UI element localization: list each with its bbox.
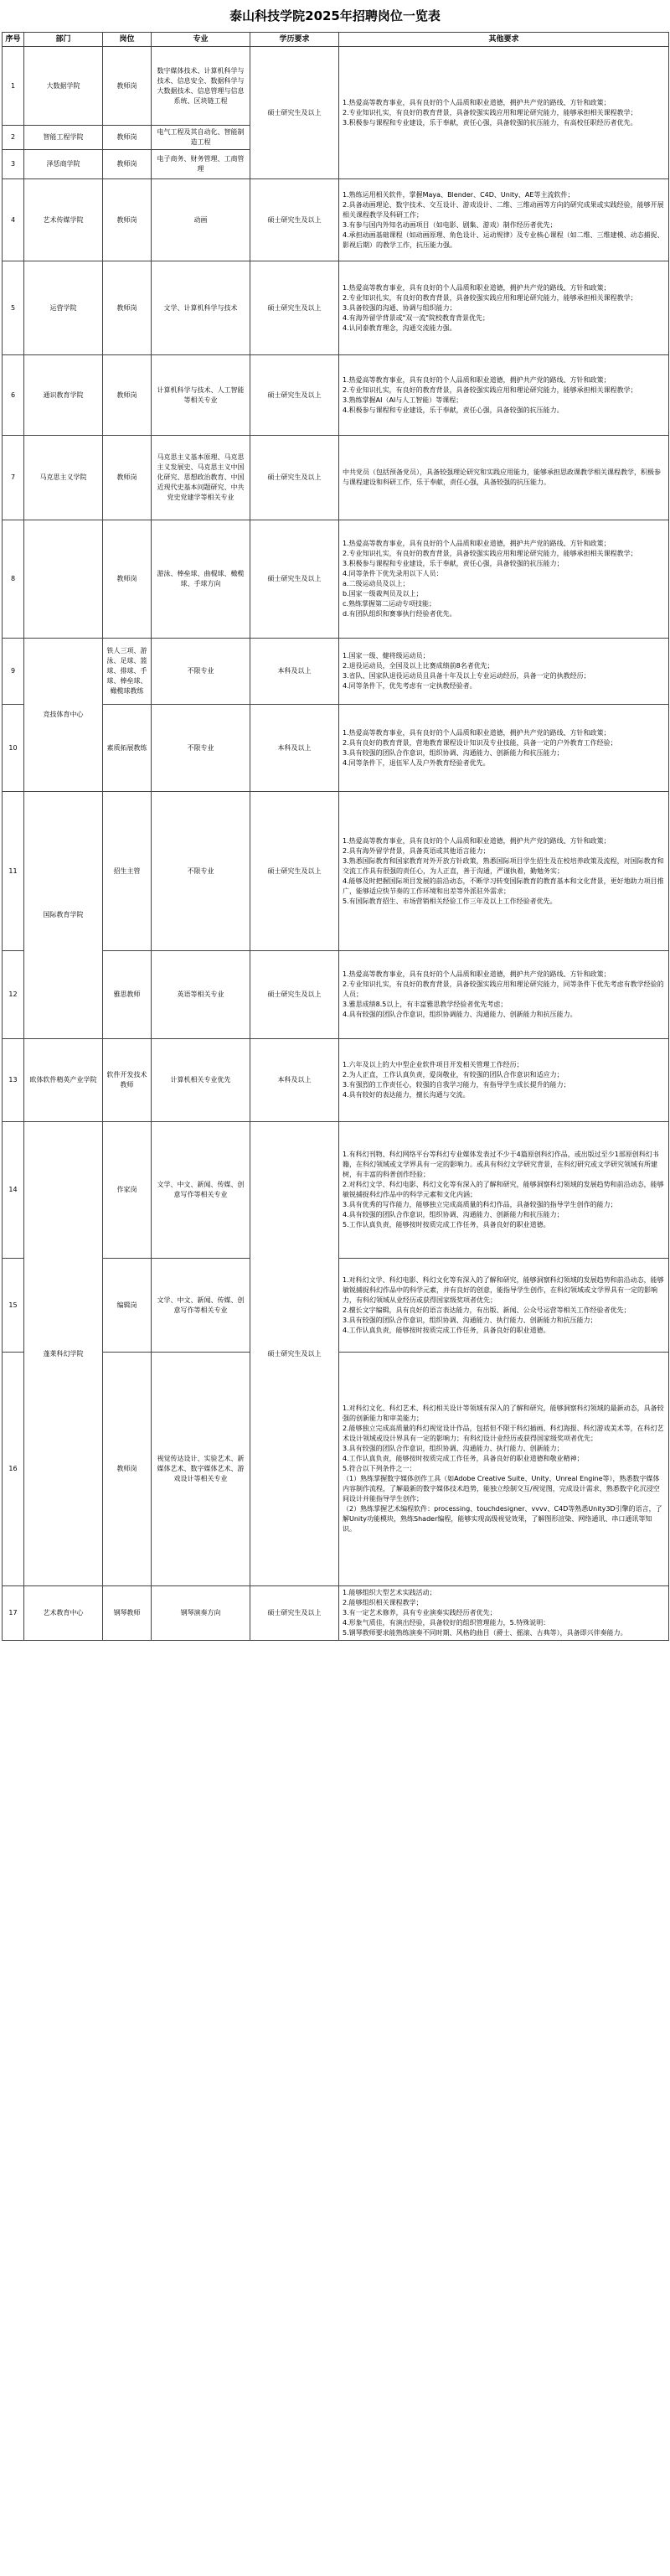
department-cell: 马克思主义学院 (24, 436, 103, 520)
requirement-line: 1.热爱高等教育事业，具有良好的个人品质和职业道德，拥护共产党的路线、方针和政策； (343, 283, 611, 292)
requirement-line: 4.认同泰教育理念，沟通交流能力强。 (343, 323, 456, 332)
requirement-line: 3.具有优秀的写作能力，能够独立完成高质量的科幻作品，具备较强的指导学生创作的能力； (343, 1201, 617, 1208)
post-cell: 教师岗 (103, 150, 152, 179)
requirement-line: 1.热爱高等教育事业，具有良好的个人品质和职业道德，拥护共产党的路线、方针和政策； (343, 98, 611, 106)
post-cell: 教师岗 (103, 179, 152, 261)
table-header-row (3, 33, 669, 47)
education-cell: 硕士研究生及以上 (250, 1122, 339, 1586)
table-row (3, 355, 669, 436)
post-cell: 雅思教师 (103, 951, 152, 1039)
requirement-line: 3.有强烈的工作责任心，较强的自我学习能力，有指导学生成长提升的能力； (343, 1081, 570, 1089)
row-number: 16 (3, 1353, 24, 1586)
education-cell: 本科及以上 (250, 1039, 339, 1122)
requirement-line: （2）熟练掌握艺术编程软件：processing、touchdesigner、vvvv、C4D等熟悉Unity3D引擎的语言，了解Unity功能模块，熟练Shader编程，能够实现高级视觉效果，了解图形渲染、网络通讯、串口通讯等知识。 (343, 1505, 662, 1533)
requirement-line: 3.具有较强的团队合作意识，组织协调、沟通能力、执行能力、创新能力和抗压能力； (343, 1316, 597, 1324)
requirement-line: 2.能够组织相关课程教学； (343, 1599, 423, 1606)
row-number: 6 (3, 355, 24, 436)
requirement-line: 2.具有良好的教育背景，营地教育课程设计知识及专业技能，具备一定的户外教育工作经验； (343, 738, 617, 747)
requirement-line: 2.能够独立完成高质量的科幻视觉设计作品，包括但不限于科幻插画、科幻海报、科幻游戏美术等，在科幻艺术设计领域或设计界具有一定的影响力；有科幻设计业经历或获得国家级奖项者优先； (343, 1425, 664, 1442)
education-cell: 硕士研究生及以上 (250, 179, 339, 261)
table-row (3, 951, 669, 1039)
major-cell: 文学、中文、新闻、传媒、创意写作等相关专业 (152, 1259, 250, 1353)
row-number: 10 (3, 705, 24, 792)
major-cell: 文学、计算机科学与技术 (152, 261, 250, 355)
row-number: 3 (3, 150, 24, 179)
requirement-line: 4.同等条件下优先录用以下人员： (343, 570, 443, 577)
education-cell: 硕士研究生及以上 (250, 47, 339, 179)
requirements-cell (339, 179, 669, 261)
header-no: 序号 (3, 33, 24, 47)
department-cell: 欧体软件精英产业学院 (24, 1039, 103, 1122)
requirement-line: 2.专业知识扎实，有良好的教育背景，具备较强实践应用和理论研究能力，能够承担相关课程教学； (343, 550, 637, 557)
row-number: 5 (3, 261, 24, 355)
post-cell: 素质拓展教练 (103, 705, 152, 792)
row-number: 2 (3, 126, 24, 150)
post-cell: 教师岗 (103, 261, 152, 355)
requirement-line: 4.具有较强的团队合作意识，组织协调能力、沟通能力、创新能力和抗压能力。 (343, 1011, 577, 1018)
department-cell: 通识教育学院 (24, 355, 103, 436)
requirement-line: 2.为人正直，工作认真负责，爱岗敬业，有较强的团队合作意识和适应力； (343, 1071, 564, 1079)
department-cell: 艺术教育中心 (24, 1586, 103, 1641)
header-req: 其他要求 (339, 33, 669, 47)
requirement-line: 1.熟练运用相关软件，掌握Maya、Blender、C4D、Unity、AE等主流软件； (343, 190, 575, 199)
requirement-line: 4.承担动画基础课程（如动画原理、角色设计、运动规律）及专业核心课程（如二维、三维建模、动态捕捉、影视后期）的教学工作，抗压能力强。 (343, 230, 664, 249)
row-number: 4 (3, 179, 24, 261)
table-row (3, 1586, 669, 1641)
requirement-line: 1.热爱高等教育事业，具有良好的个人品质和职业道德，拥护共产党的路线、方针和政策； (343, 540, 611, 547)
post-cell: 钢琴教师 (103, 1586, 152, 1641)
requirement-line: 4.具有较强的团队合作意识，组织协调、沟通能力、创新能力和抗压能力； (343, 1211, 564, 1218)
education-cell: 硕士研究生及以上 (250, 1586, 339, 1641)
recruitment-table (2, 32, 669, 1641)
requirement-line: 2.专业知识扎实，有良好的教育背景，具备较强实践应用和理论研究能力，能够承担相关课程教学； (343, 385, 637, 394)
education-cell: 硕士研究生及以上 (250, 436, 339, 520)
post-cell: 教师岗 (103, 47, 152, 126)
requirement-line: 3.具有较强的团队合作意识，组织协调、沟通能力、执行能力、创新能力； (343, 1445, 564, 1452)
major-cell: 计算机相关专业优先 (152, 1039, 250, 1122)
department-cell: 大数据学院 (24, 47, 103, 126)
major-cell: 视觉传达设计、实验艺术、新媒体艺术、数字媒体艺术、游戏设计等相关专业 (152, 1353, 250, 1586)
requirement-line: 5.有国际教育招生、市场营销相关经验工作三年及以上工作经验者优先。 (343, 897, 557, 905)
department-cell: 竞技体育中心 (24, 639, 103, 792)
requirement-line: 1.热爱高等教育事业，具有良好的个人品质和职业道德，拥护共产党的路线、方针和政策； (343, 375, 611, 384)
major-cell: 英语等相关专业 (152, 951, 250, 1039)
requirement-line: 3.熟练掌握AI（AI与人工智能）等课程； (343, 396, 463, 404)
requirement-line: a.二级运动员及以上； (343, 580, 410, 587)
education-cell: 硕士研究生及以上 (250, 792, 339, 951)
requirement-line: 4.同等条件下，退伍军人及户外教育经验者优先。 (343, 758, 490, 767)
education-cell: 硕士研究生及以上 (250, 520, 339, 639)
major-cell: 电子商务、财务管理、工商管理 (152, 150, 250, 179)
row-number: 8 (3, 520, 24, 639)
requirement-line: 2.退役运动员，全国及以上比赛成绩前8名者优先； (343, 662, 494, 670)
requirement-line: 3.积极参与课程和专业建设，乐于奉献，责任心强，具备较强的抗压能力，有高校任职经历者优先。 (343, 118, 637, 127)
requirements-cell (339, 1586, 669, 1641)
requirement-line: 1.国家一级、健将级运动员； (343, 652, 430, 660)
requirement-line: d.有团队组织和赛事执行经验者优先。 (343, 610, 456, 618)
major-cell: 马克思主义基本原理、马克思主义发展史、马克思主义中国化研究、思想政治教育、中国近现代史基本问题研究、中共党史党建学等相关专业 (152, 436, 250, 520)
education-cell: 硕士研究生及以上 (250, 951, 339, 1039)
post-cell: 编辑岗 (103, 1259, 152, 1353)
requirement-line: 1.热爱高等教育事业，具有良好的个人品质和职业道德，拥护共产党的路线、方针和政策； (343, 728, 611, 737)
post-cell: 招生主管 (103, 792, 152, 951)
post-cell: 教师岗 (103, 1353, 152, 1586)
post-cell: 铁人三项、游泳、足球、篮球、排球、手球、棒垒球、橄榄球教练 (103, 639, 152, 705)
row-number: 7 (3, 436, 24, 520)
department-cell: 国际教育学院 (24, 792, 103, 1039)
requirement-line: 3.雅思成绩8.5以上，有丰富雅思教学经验者优先考虑； (343, 1001, 508, 1008)
requirements-cell (339, 436, 669, 520)
requirement-line: 3.省队、国家队退役运动员且具备十年及以上专业运动经历，具备一定的执教经历； (343, 672, 590, 680)
requirement-line: 1.能够组织大型艺术实践活动； (343, 1589, 436, 1596)
table-row (3, 47, 669, 126)
requirement-line: 4.工作认真负责，能够按时按质完成工作任务，具备良好的职业道德。 (343, 1326, 550, 1334)
requirement-line: 4.形象气质佳，有演出经验，具备较好的组织管理能力，5.特殊说明： (343, 1619, 550, 1627)
table-row (3, 792, 669, 951)
requirement-line: 2.专业知识扎实，有良好的教育背景，具备较强实践应用和理论研究能力，同等条件下优先考虑有教学经验的人员； (343, 980, 664, 998)
post-cell: 教师岗 (103, 520, 152, 639)
requirement-line: 4.积极参与课程和专业建设，乐于奉献，责任心强，具备较强的抗压能力。 (343, 406, 564, 414)
requirements-cell (339, 1353, 669, 1586)
requirement-line: 4.能够及时把握国际项目发展的前沿动态，不断学习转变国际教育的教育基本和文化背景，更好地助力项目推广，能够适应快节奏的工作环境和出差等外派驻外需求； (343, 877, 664, 895)
requirement-line: 3.有一定艺术修养，具有专业演奏实践经历者优先； (343, 1609, 497, 1616)
post-cell: 教师岗 (103, 436, 152, 520)
requirements-cell (339, 639, 669, 705)
major-cell: 数字媒体技术、计算机科学与技术、信息安全、数据科学与大数据技术、信息管理与信息系统、区块链工程 (152, 47, 250, 126)
requirement-line: 3.积极参与课程和专业建设，乐于奉献，责任心强，具备较强的抗压能力； (343, 560, 564, 567)
department-cell: 智能工程学院 (24, 126, 103, 150)
requirement-line: 1.热爱高等教育事业，具有良好的个人品质和职业道德，拥护共产党的路线、方针和政策； (343, 970, 611, 978)
row-number: 9 (3, 639, 24, 705)
post-cell: 教师岗 (103, 126, 152, 150)
requirement-line: 2.擅长文字编辑，具有良好的语言表达能力，有出版、新闻、公众号运营等相关工作经验者优先； (343, 1306, 631, 1314)
department-cell: 蓬莱科幻学院 (24, 1122, 103, 1586)
header-dept: 部门 (24, 33, 103, 47)
major-cell: 计算机科学与技术、人工智能等相关专业 (152, 355, 250, 436)
requirement-line: 1.有科幻刊物、科幻网络平台等科幻专业媒体发表过不少于4篇原创科幻作品，或出版过至少1部原创科幻书籍，在科幻领域或文学界具有一定的影响力。或具有科幻文学研究背景，在科幻研究或文学研究领域有所建树，有丰富的科普创作经验； (343, 1151, 659, 1178)
requirement-line: 4.工作认真负责，能够按时按质完成工作任务，具备良好的职业道德和敬业精神； (343, 1455, 584, 1462)
requirement-line: 1.热爱高等教育事业，具有良好的个人品质和职业道德，拥护共产党的路线、方针和政策； (343, 836, 611, 845)
education-cell: 本科及以上 (250, 705, 339, 792)
department-cell (24, 520, 103, 639)
requirements-cell (339, 47, 669, 179)
requirement-line: 4.有海外留学背景或"双一流"院校教育背景优先； (343, 313, 489, 322)
education-cell: 硕士研究生及以上 (250, 355, 339, 436)
department-cell: 泽恁商学院 (24, 150, 103, 179)
requirements-cell (339, 705, 669, 792)
department-cell: 艺术传媒学院 (24, 179, 103, 261)
table-row (3, 436, 669, 520)
row-number: 1 (3, 47, 24, 126)
requirements-cell (339, 1039, 669, 1122)
page-title: 泰山科技学院2025年招聘岗位一览表 (229, 8, 441, 23)
major-cell: 游泳、棒垒球、曲棍球、橄榄球、手球方向 (152, 520, 250, 639)
table-row (3, 1039, 669, 1122)
post-cell: 作家岗 (103, 1122, 152, 1259)
header-major: 专业 (152, 33, 250, 47)
requirement-line: 2.具有海外留学背景，具备英语或其他语言能力； (343, 846, 490, 855)
requirements-cell (339, 520, 669, 639)
row-number: 13 (3, 1039, 24, 1122)
major-cell: 电气工程及其自动化、智能制造工程 (152, 126, 250, 150)
post-cell: 软件开发技术教师 (103, 1039, 152, 1122)
department-cell: 运营学院 (24, 261, 103, 355)
table-row (3, 705, 669, 792)
requirement-line: 4.具有较好的表达能力，擅长沟通与交流。 (343, 1091, 470, 1099)
requirement-line: b.国家一级裁判员及以上； (343, 590, 423, 597)
requirements-cell (339, 1259, 669, 1353)
requirement-line: 中共党员（包括预备党员），具备较强理论研究和实践应用能力，能够承担思政课教学相关课程教学，积极参与课程建设和科研工作，乐于奉献，责任心强，具备较强的抗压能力。 (343, 468, 661, 486)
table-row (3, 179, 669, 261)
row-number: 14 (3, 1122, 24, 1259)
requirements-cell (339, 355, 669, 436)
requirement-line: 2.对科幻文学、科幻电影、科幻文化等有深入的了解和研究，能够洞察科幻领域的发展趋势和前沿动态，能够敏锐捕捉科幻作品中的科学元素和文化内涵； (343, 1181, 664, 1198)
education-cell: 本科及以上 (250, 639, 339, 705)
major-cell: 不限专业 (152, 705, 250, 792)
major-cell: 动画 (152, 179, 250, 261)
header-post: 岗位 (103, 33, 152, 47)
table-row (3, 261, 669, 355)
major-cell: 钢琴演奏方向 (152, 1586, 250, 1641)
requirements-cell (339, 261, 669, 355)
requirement-line: 1.对科幻文学、科幻电影、科幻文化等有深入的了解和研究，能够洞察科幻领域的发展趋势和前沿动态，能够敏锐捕捉科幻作品中的科学元素，并有良好的创意，能指导学生创作，在科幻领域或文学界具有一定的影响力，有科幻领域从业经历或获得国家级奖项者优先； (343, 1275, 664, 1304)
requirement-line: 2.专业知识扎实，有良好的教育背景，具备较强实践应用和理论研究能力，能够承担相关课程教学； (343, 293, 637, 302)
requirement-line: 5.钢琴教师要求能熟练演奏不同时期、风格的曲目（爵士、摇滚、古典等），具备即兴伴奏能力。 (343, 1629, 627, 1637)
table-row (3, 639, 669, 705)
row-number: 15 (3, 1259, 24, 1353)
requirements-cell (339, 1122, 669, 1259)
post-cell: 教师岗 (103, 355, 152, 436)
requirement-line: 3.熟悉国际教育和国家教育对外开放方针政策，熟悉国际项目学生招生及在校培养政策及流程，对国际教育和交流工作具有很强的责任心，为人正直，善于沟通，严谨执着，勤勉务实； (343, 856, 664, 875)
row-number: 17 (3, 1586, 24, 1641)
requirement-line: 3.具备较强的沟通、协调与组织能力； (343, 303, 456, 312)
requirement-line: 5.符合以下列条件之一： (343, 1465, 416, 1472)
major-cell: 不限专业 (152, 639, 250, 705)
row-number: 12 (3, 951, 24, 1039)
requirement-line: 2.专业知识扎实，有良好的教育背景，具备较强实践应用和理论研究能力，能够承担相关课程教学； (343, 108, 637, 116)
requirement-line: 5.工作认真负责，能够按时按质完成工作任务，具备良好的职业道德。 (343, 1221, 550, 1229)
requirements-cell (339, 951, 669, 1039)
requirement-line: 3.具有较强的团队合作意识，组织协调、沟通能力、创新能力和抗压能力； (343, 748, 564, 757)
table-row (3, 1122, 669, 1259)
requirement-line: c.熟练掌握第二运动专项技能； (343, 600, 436, 608)
major-cell: 不限专业 (152, 792, 250, 951)
major-cell: 文学、中文、新闻、传媒、创意写作等相关专业 (152, 1122, 250, 1259)
requirement-line: 1.对科幻文化、科幻艺术、科幻相关设计等领域有深入的了解和研究，能够洞察科幻领域的最新动态，具备较强的创新能力和审美能力； (343, 1404, 664, 1422)
requirement-line: 4.同等条件下，优先考虑有一定执教经验者。 (343, 682, 477, 690)
row-number: 11 (3, 792, 24, 951)
education-cell: 硕士研究生及以上 (250, 261, 339, 355)
requirement-line: 2.具备动画理论、数字技术、交互设计、游戏设计、二维、三维动画等方向的研究成果或实践经验，能够开展相关课程教学及科研工作； (343, 200, 664, 219)
table-row (3, 520, 669, 639)
requirements-cell (339, 792, 669, 951)
header-edu: 学历要求 (250, 33, 339, 47)
requirement-line: （1）熟练掌握数字媒体创作工具（如Adobe Creative Suite、Unity、Unreal Engine等），熟悉数字媒体内容制作流程，了解最新的数字媒体技术趋势，能独立绘制交互/视觉图，完成设计需求，熟悉数字化沉浸空间设计并能指导学生创作； (343, 1475, 660, 1503)
requirement-line: 3.有参与国内外知名动画项目（如电影、剧集、游戏）制作经历者优先； (343, 220, 557, 229)
requirement-line: 1.六年及以上的大中型企业软件项目开发相关管理工作经历； (343, 1061, 523, 1068)
